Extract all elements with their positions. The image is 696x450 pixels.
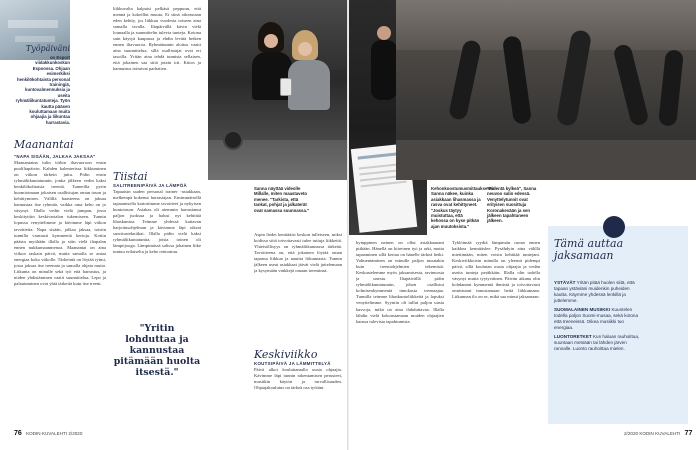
right-folio (624, 430, 692, 437)
training-photo (208, 0, 347, 180)
phone-icon (280, 78, 292, 96)
maanantai-text: Maanantaina tulin töihin iltavuoroon ensin puoliltapäivin. Kahden kalenterissa liikkuminen on viikon tärkein juttu. Pidin ensin ryhmäliikuntatunnin, jonka jälkeen vedin kaksi henkilökohtaista treeniä. Tunneilla pyrin huomioimaan jokaisen osallistujan oman tason ja kehittymisen. Välillä haasteena on jaksaa kannustaa itse ryhmää, vaikka oma keho on jo väsynyt. Illalla vedin vielä jumpan, jossa keskityttiin keskivartalon tukemiseen. Tunnin lopussa venyttelimme ja kävimme läpi viikon tavoitteita. Napa sisään, jalkaa jaksaa, toistin tunnilla varmasti kymmeniä kertoja. Kotiin pääsin myöhään illalla ja söin vielä iltapalan ennen nukkumaanmenoa. Maanantai on aina viikon raskain päivä, mutta samalla se antaa energiaa koko viikolle. Tärkeintä on löytää rytmi, jossa jaksaa itse treenata ja samalla ohjata muita. Liikunta on minulle sekä työ että harrastus, ja niiden yhdistäminen vaatii suunnittelua. Lepo ja palautuminen ovat yhtä tärkeitä kuin itse treeni. (14, 160, 106, 286)
left-col3-text: Aspin liedet kenttääisi keskon tulleiseen, miksi kodissa siitä toivottavasti tulee tuttuja liikkeitä. Yhteisöllisyys on ryhmäliikunnassa tärkeää. Tavoitteena on, että jokainen löytää oman tapansa liikkua ja nauttia liikunnasta. Tunnin jälkeen useat asiakkaat jäivät vielä juttelemaan ja kysymään vinkkejä omaan treeniinsä. (254, 232, 342, 274)
left-page-number: 76 (14, 430, 22, 437)
right-folio-text: 2/2020 KODIN KUVALEHTI (624, 431, 681, 436)
intro-text: on Esport viidakkunkoskun Espoossa. Ohjaan esimerkiksi henkilökohtaista personal trainingiä, kuntovalmennuksia ja useita ryhmäliikuntatunteja. Työn kautta pääsen kouluttamaan muita ohjaajia ja liikuntaa harrastavia. (15, 55, 70, 125)
tips-item2-text: Kuuntelen todella paljon Suomi-musaa, sekä kotona että treeneissä. Oikea musiikki tuo energiaa. (554, 307, 639, 330)
tips-item1-text: Yritän pitää huolen siitä, että tapaan ystäviäni muidenkin puheiden kautta. Käymme yhdessä lenkillä ja juttelemme. (554, 280, 635, 303)
tips-item1-label: YSTÄVÄT (554, 280, 576, 285)
maanantai-heading: Maanantai (14, 138, 74, 151)
keskiviikko-heading: Keskiviikko (254, 348, 318, 361)
maanantai-section (14, 138, 106, 422)
intro-sidebar (14, 44, 70, 125)
left-folio-text: KODIN KUVALEHTI 2/2020 (26, 431, 83, 436)
tips-item2-label: SUOMALAINEN MUSIIKKI (554, 307, 611, 312)
maanantai-subhead: "NAPA SISÄÄN, JALKAA JAKSAA" (14, 154, 96, 159)
photo-caption-2: Kehonkoostumusmittauksessa Sanna näkee, kuinka asiakkaan lihasmassa ja rasva ovat kehittyneet. "Joskus täytyy muistuttaa, että kehossa on kyse pitkän ajan muutoksista." (431, 186, 495, 229)
tips-item3-label: LUONTORETKET (554, 334, 592, 339)
pull-quote: "Yritin lohduttaa ja kannustaa pitämään huolta itsestä." (113, 323, 201, 378)
tips-box (548, 226, 688, 424)
right-col-2 (452, 240, 540, 426)
right-col2-text: Tyklöimää ryydiä lämpimän ruoan ennen kaikkea kennitäslee. Pysähdyin aina välillä miettimään, miten voisin kehittää tuntejani. Keskiviikkoisin minulla on yleensä pidempi päivä, sillä koulutan uusia ohjaajia ja vedän useita tunteja peräkkäin. Illalla olin todella väsynyt mutta tyytyväinen. Päivän aikana olin kohdannut kymmeniä ihmisiä ja toivottavasti onnistunut innostamaan heitä liikkumaan. Liikunnan ilo on se, mikä saa minut jaksamaan. (452, 240, 540, 300)
tips-item3-text: Kun haluan rauhoittua, suuntaan metsään tai lähden järven rannalle. Luonto rauhoittaa mielen. (554, 334, 640, 351)
right-page-number: 77 (684, 430, 693, 437)
photo-caption-1: Sanna näyttää videolle Millalle, miten maastaveto menee. "Tarkista, että tankat, pohjat ja jalkaterät ovat samassa suunnassa." (254, 186, 310, 213)
tiistai-text: Tapaaisin uuden personal trainer -asiakkaan, melkeinpä kokenut harrastajan. Ensimmäisellä tapaamisella kartoitimme tavoitteet ja nykyisen kuntotason. Asiakas oli aiemmin harrastanut paljon juoksua ja halusi nyt kehittää lihaskuntoa. Teimme yhdessä kattavan harjoitusohjelman ja kävimme läpi oikeat suoritustekniikat. Illalla pidin vielä kaksi ryhmäliikuntatuntia, joista toinen oli lämpöjooga. Lämpimässä salissa jokainen liike tuntuu erilaiselta ja keho rentoutuu. (113, 189, 201, 255)
tiistai-subhead: SALITREENIPÄIVÄ JA LÄMPÖÄ (113, 183, 187, 188)
tiistai-heading: Tiistai (113, 170, 148, 183)
photo-caption-3: "Pidentä kylkeä", Sanna neuvoo salin edessä. Venyttelytunnit ovat erityisen suosittuja Koronakevään ja sen jälkeen tapahtuneen jälkeen. (487, 186, 537, 224)
left-col-2 (113, 6, 201, 378)
class-photo (396, 0, 696, 180)
tips-heading: Tämä auttaa jaksamaan (554, 237, 624, 262)
left-col2-text: liikkuvalta kalpaisi pelkäsä peppuun, että mennä ja kokeillut muuta. Ei siinä oikeastaan eden kehity, jos liikkuu vuodesta toiseen aina samalla tavalla. Iltapäivällä kävin vielä lounaalla ja suunnittelin tulevia tunteja. Kotona sain käytyä kaupassa ja ehdin levätä hetken ennen iltavuoroa. Ryhmätunnin aloitus vaatii aina suunnittelua, sillä osallistujat ovat eri tasoilla. Yritän aina tehdä tunnista sellaisen, että jokainen saa siitä jotain irti. Kiitos ja kannustus toimivat parhaiten. (113, 6, 201, 72)
intro-title: Työpäiväni (25, 44, 70, 53)
right-col1-text: kymppinen nainen on ollut asiakkaanani pitkään. Hänellä on kiireinen työ ja arki, mutta tapaaminen sillä kertaa on hänelle tärkeä hetki. Valmentaminen on minulle paljon muutakin kuin treeniohjelmien tekemistä. Keskustelemme myös jaksamisesta, ravinnosta ja unesta. Iltapäivällä pidin ryhmäliikuntatunnin, johon osallistui kolmisenkymmentä innokasta treenaajaa. Tunnilla teimme lihaskuntoliikkeitä ja lopuksi venyttelimme. Syyniin oli tullut paljon uusia kasvoja, mikä on aina ilahduttavaa. Illalla lähdin vielä kokoustamaan muiden ohjaajien kanssa tulevista tapahtumista. (356, 240, 444, 324)
tips-dot (603, 216, 625, 238)
keskiviikko-subhead: KOUTSIPÄIVÄ JA LÄMMITTELYÄ (254, 361, 331, 366)
left-col-3 (254, 232, 342, 409)
right-col-1 (356, 240, 444, 426)
keskiviikko-text: Päivä alkoi kouluttamalla uusia ohjaajia. Kävimme läpi tunnin rakentamisen perusteet, musiikin käytön ja turvallisuuden. Ohjaajakoulutus on tärkeä osa työtäni. (254, 367, 342, 391)
left-folio (14, 430, 82, 437)
